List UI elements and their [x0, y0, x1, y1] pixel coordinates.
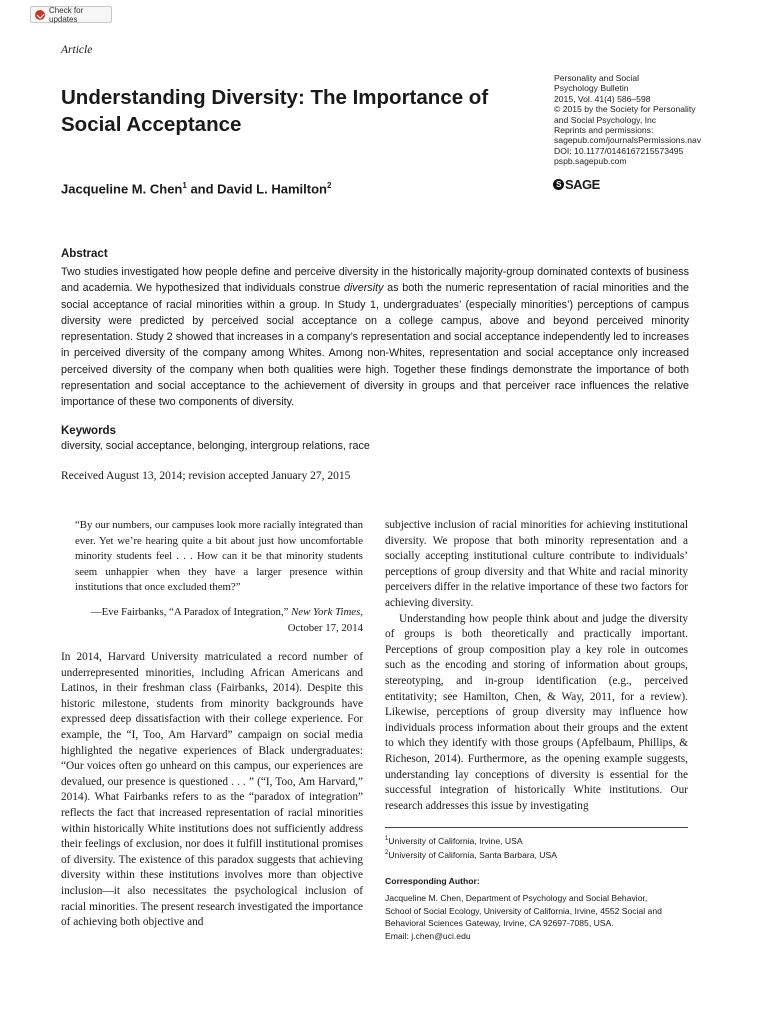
author-name: David L. Hamilton [217, 181, 327, 197]
corresponding-line: School of Social Ecology, University of California, Irvine, 4552 Social and [385, 905, 662, 916]
corresponding-line: Jacqueline M. Chen, Department of Psychology and Social Behavior, [385, 893, 648, 903]
article-type: Article [61, 44, 93, 56]
body-column-left: In 2014, Harvard University matriculated a record number of underrepresented minorities, including African Americans and Latinos, in their freshman class (Fairbanks, 2014). Despite this historic milestone, students from minority backgrounds have expressed deep dissatisfaction with their college experience. For example, the “I, Too, Am Harvard” campaign on social media highlighted the negative experiences of Black undergraduates: “Our voices often go unheard on this campus, our experiences are devalued, our presence is questioned . . . ” (“I, Too, Am Harvard,” 2014). What Fairbanks refers to as the “paradox of integration” reflects the fact that increased representation of racial minorities within historically White institutions does not sufficiently address their feelings of exclusion, nor does it fulfill institutional promises of diversity. The existence of this paradox suggests that achieving diversity within these institutions involves more than objective inclusion—it also necessitates the psychological inclusion of racial minorities. The present research investigated the importance of achieving both objective and [61, 651, 363, 929]
abstract-text [61, 264, 689, 411]
corresponding-author-details [385, 892, 688, 942]
journal-info-line: 2015, Vol. 41(4) 586–598 [554, 93, 651, 104]
author-list [61, 181, 331, 196]
journal-info-line: Psychology Bulletin [554, 83, 629, 94]
abstract-text-part: as both the numeric representation of racial minorities and the social acceptance of racial minorities within a group. In Study 1, undergraduates’ (especially minorities’) perceptions of campus diversity were predicted by perceived social acceptance on a college campus, above and beyond perceived minority representation. Study 2 showed that increases in a company’s representation and social acceptance independently led to increases in perceived diversity of the company among Whites. Among non-Whites, representation and social acceptance only increased perceived diversity of the company when both qualities were high. Together these findings demonstrate the importance of both representation and social acceptance to the achievement of diversity in groups and that perceiver race influences the relative importance of these two components of diversity. [61, 282, 689, 409]
sage-mark-icon: S [553, 179, 564, 190]
footnote-text: University of California, Santa Barbara, USA [388, 850, 557, 861]
epigraph-attribution-comma: , [360, 606, 363, 618]
journal-info-line: Personality and Social [554, 73, 640, 83]
journal-info-line: © 2015 by the Society for Personality [554, 104, 696, 115]
article-title: Understanding Diversity: The Importance of Social Acceptance [61, 86, 489, 136]
author-affiliation-mark: 1 [182, 181, 187, 190]
epigraph-attribution-text: —Eve Fairbanks, “A Paradox of Integration,” [90, 606, 292, 618]
footnote-divider [385, 827, 688, 828]
journal-info-line: Reprints and permissions: [554, 125, 654, 136]
epigraph-attribution [75, 605, 363, 636]
footnote-mark: 1 [385, 836, 389, 842]
keywords-heading: Keywords [61, 425, 116, 437]
body-paragraph: subjective inclusion of racial minorities for achieving institutional diversity. We propose that both minority representation and a socially accepting institutional culture contribute to individuals’ perceptions of group diversity and that White and racial minority perceivers differ in the relative importance of these two factors for achieving diversity. [385, 519, 688, 609]
epigraph-quote: “By our numbers, our campuses look more racially integrated than ever. Yet we’re hearing quite a bit about just how uncomfortable minority students feel . . . How can it be that minority students seem unhappier when they have a larger presence within institutions that once excluded them?” [75, 519, 363, 594]
check-updates-icon [35, 10, 45, 20]
sage-logo [553, 177, 600, 192]
journal-info-line: and Social Psychology, Inc [554, 114, 657, 125]
keywords-text: diversity, social acceptance, belonging, intergroup relations, race [61, 440, 370, 452]
abstract-heading: Abstract [61, 248, 108, 260]
corresponding-line: Behavioral Sciences Gateway, Irvine, CA 92697-7085, USA. [385, 918, 614, 928]
footnote-item [385, 833, 688, 847]
author-joiner: and [186, 181, 218, 197]
sage-wordmark: SAGE [565, 177, 600, 192]
author-affiliation-mark: 2 [326, 181, 332, 190]
footnote-text: University of California, Irvine, USA [388, 835, 523, 846]
epigraph-date: October 17, 2014 [287, 621, 363, 634]
footnote-item [385, 847, 688, 861]
journal-info-line: pspb.sagepub.com [554, 156, 627, 167]
author-name: Jacqueline M. Chen [61, 181, 183, 197]
body-paragraph: Understanding how people think about and judge the diversity of groups is both theoretically and practically important. Perceptions of group composition play a key role in outcomes such as the encoding and storing of information about groups, stereotyping, and in-group identification (e.g., perceived entitativity; see Hamilton, Chen, & Way, 2011, for a review). Likewise, perceptions of group diversity may influence how individuals process information about their groups and the extent to which they identify with those groups (Apfelbaum, Phillips, & Richeson, 2014). Furthermore, as the opening example suggests, understanding lay conceptions of diversity is essential for the successful integration of historically White institutions. Our research addresses this issue by investigating [385, 612, 688, 812]
affiliation-footnotes [385, 833, 688, 862]
abstract-text-emphasis: diversity [343, 282, 384, 295]
received-dates: Received August 13, 2014; revision accepted January 27, 2015 [61, 470, 351, 482]
journal-info-line: sagepub.com/journalsPermissions.nav [554, 135, 702, 146]
footnote-mark: 2 [385, 850, 389, 857]
body-column-right [385, 518, 688, 814]
corresponding-author-heading: Corresponding Author: [385, 876, 480, 886]
corresponding-email[interactable]: Email: j.chen@uci.edu [385, 930, 471, 941]
check-for-updates-label: Check for updates [49, 5, 84, 24]
check-for-updates-button[interactable] [30, 6, 112, 23]
journal-info [554, 73, 734, 167]
journal-info-line: DOI: 10.1177/0146167215573495 [554, 145, 684, 156]
epigraph-source: New York Times [291, 606, 361, 618]
abstract-text-part: Two studies investigated how people define and perceive diversity in the historically majority-group dominated contexts of business and academia. We hypothesized that individuals construe [61, 266, 689, 295]
